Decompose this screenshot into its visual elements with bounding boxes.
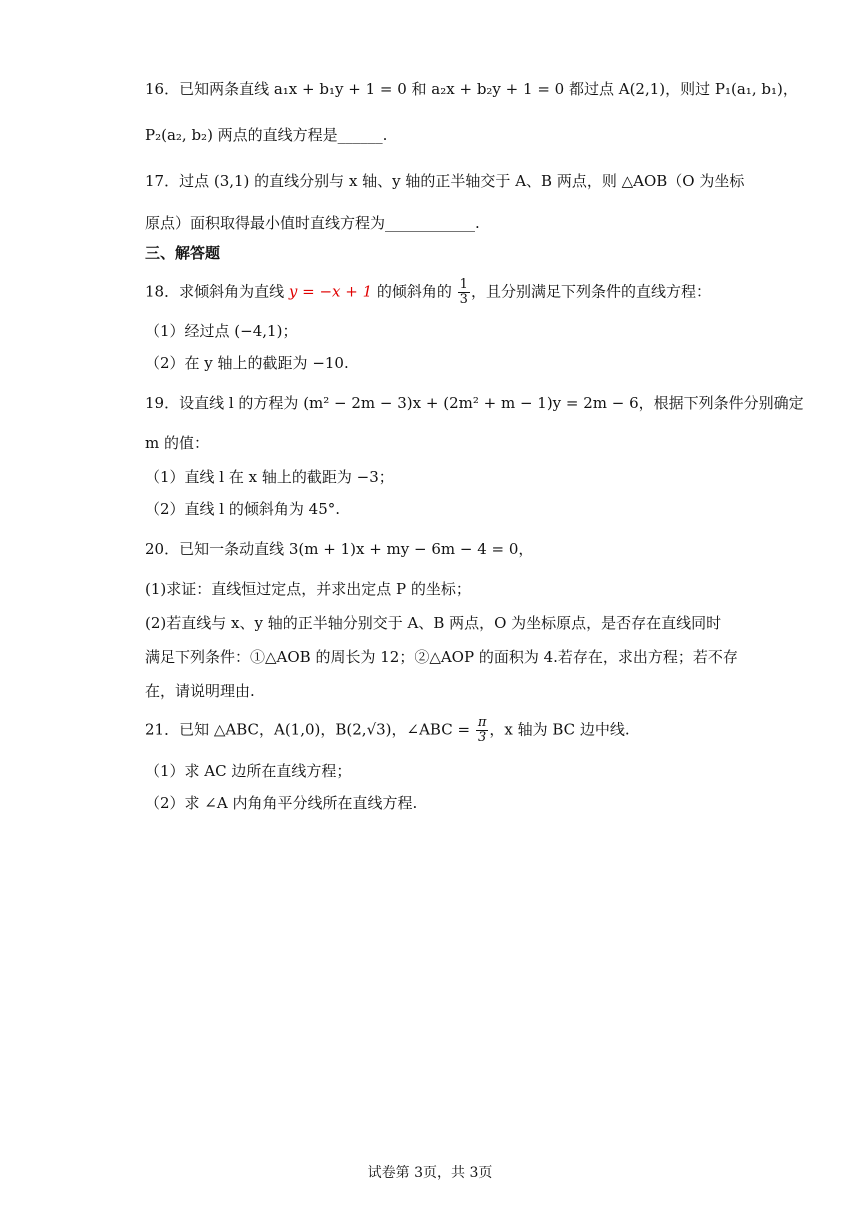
q18-part2: （2）在 y 轴上的截距为 −10. [145, 354, 349, 372]
q21-frac-den: 3 [477, 730, 487, 745]
q20-part2-line1: (2)若直线与 x、y 轴的正半轴分别交于 A、B 两点，O 为坐标原点，是否存在直线同时 [145, 614, 722, 632]
q18-line1 [145, 278, 720, 307]
q19-part1: （1）直线 l 在 x 轴上的截距为 −3； [145, 468, 394, 486]
q20-line1: 20．已知一条动直线 3(m + 1)x + my − 6m − 4 = 0， [145, 540, 534, 558]
q21-prefix: 21．已知 △ABC，A(1,0)，B(2,√3)，∠ABC = [145, 720, 475, 739]
q16-line1: 16．已知两条直线 a₁x + b₁y + 1 = 0 和 a₂x + b₂y + 1 = 0 都过点 A(2,1)，则过 P₁(a₁, b₁)， [145, 80, 798, 98]
q21-fraction [476, 716, 489, 745]
q20-part2-line2: 满足下列条件：①△AOB 的周长为 12；②△AOP 的面积为 4.若存在，求出方程；若不存 [145, 648, 738, 666]
q18-part1: （1）经过点 (−4,1)； [145, 322, 298, 340]
q21-part2: （2）求 ∠A 内角角平分线所在直线方程. [145, 794, 418, 812]
q18-red-equation: y = −x + 1 [288, 282, 373, 301]
q18-mid: 的倾斜角的 [372, 282, 457, 301]
q18-suffix: ，且分别满足下列条件的直线方程： [470, 282, 711, 301]
q19-line1: 19．设直线 l 的方程为 (m² − 2m − 3)x + (2m² + m − 1)y = 2m − 6，根据下列条件分别确定 [145, 394, 804, 412]
q21-frac-num: π [477, 715, 487, 730]
q20-part2-line3: 在，请说明理由. [145, 682, 255, 700]
q18-fraction [458, 278, 470, 307]
q17-line1: 17．过点 (3,1) 的直线分别与 x 轴、y 轴的正半轴交于 A、B 两点，则 △AOB（O 为坐标 [145, 172, 745, 190]
q18-prefix: 18．求倾斜角为直线 [145, 282, 289, 301]
section-heading: 三、解答题 [145, 244, 221, 262]
q17-line2: 原点）面积取得最小值时直线方程为____________. [145, 214, 480, 232]
q20-part1: (1)求证：直线恒过定点，并求出定点 P 的坐标； [145, 580, 471, 598]
q18-frac-num: 1 [459, 277, 468, 292]
q18-frac-den: 3 [459, 292, 468, 307]
q19-line2: m 的值： [145, 434, 209, 452]
q21-line1 [145, 716, 720, 745]
q21-suffix: ，x 轴为 BC 边中线. [489, 720, 630, 739]
q16-line2: P₂(a₂, b₂) 两点的直线方程是______. [145, 126, 388, 144]
page-footer: 试卷第 3页，共 3页 [367, 1165, 493, 1181]
q19-part2: （2）直线 l 的倾斜角为 45°. [145, 500, 341, 518]
q21-part1: （1）求 AC 边所在直线方程； [145, 762, 352, 780]
